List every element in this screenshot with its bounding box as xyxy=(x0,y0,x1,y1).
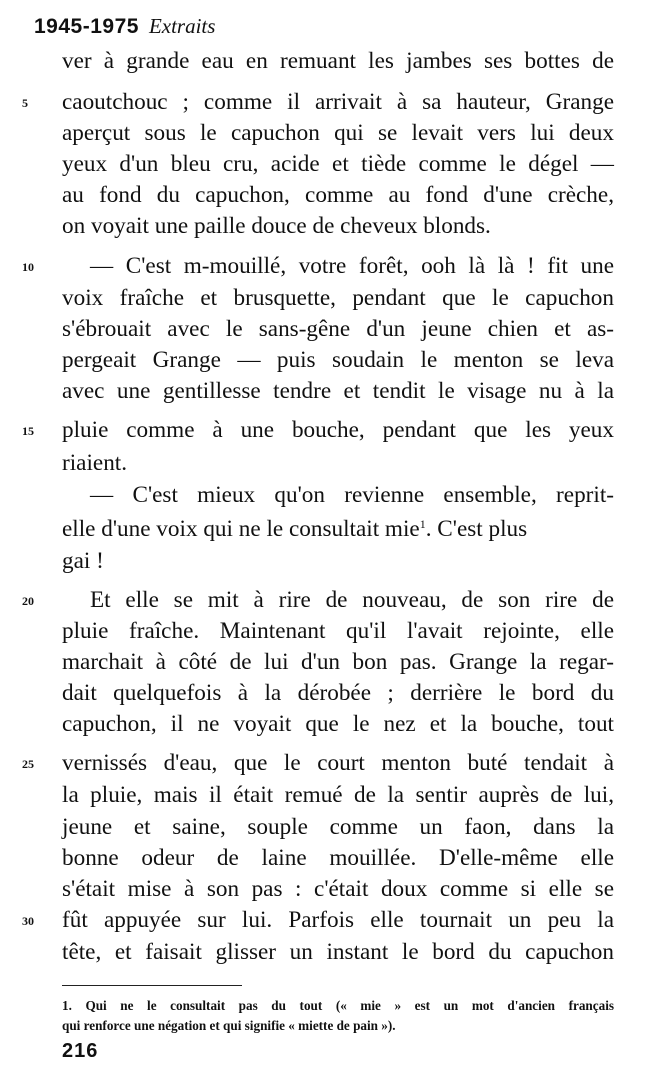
text-line: capuchon, il ne voyait que le nez et la bouche, tout xyxy=(62,711,614,737)
header-section-title: Extraits xyxy=(148,14,216,38)
line-number: 25 xyxy=(22,757,34,771)
text-line: on voyait une paille douce de cheveux blonds. xyxy=(62,213,491,239)
footnote-line: qui renforce une négation et qui signifie « miette de pain »). xyxy=(62,1018,396,1033)
text-line: ver à grande eau en remuant les jambes ses bottes de xyxy=(62,48,614,74)
text-line-start: elle d'une voix qui ne le consultait mie xyxy=(62,516,420,542)
text-line: bonne odeur de laine mouillée. D'elle-même elle xyxy=(62,845,614,871)
text-line: marchait à côté de lui d'un bon pas. Grange la regar- xyxy=(62,649,614,675)
text-line: yeux d'un bleu cru, acide et tiède comme le dégel — xyxy=(62,151,614,177)
text-line: pluie fraîche. Maintenant qu'il l'avait rejointe, elle xyxy=(62,618,614,644)
running-header xyxy=(34,14,215,39)
text-line: — C'est mieux qu'on revienne ensemble, reprit- xyxy=(90,482,614,508)
text-line: pluie comme à une bouche, pendant que les yeux xyxy=(62,417,614,443)
text-line: la pluie, mais il était remué de la sentir auprès de lui, xyxy=(62,782,614,808)
text-line: fût appuyée sur lui. Parfois elle tournait un peu la xyxy=(62,907,614,933)
line-number: 30 xyxy=(22,914,34,928)
text-line: au fond du capuchon, comme au fond d'une crèche, xyxy=(62,182,614,208)
text-line: s'était mise à son pas : c'était doux comme si elle se xyxy=(62,876,614,902)
text-line: avec une gentillesse tendre et tendit le visage nu à la xyxy=(62,378,614,404)
text-line xyxy=(62,512,614,546)
line-number: 20 xyxy=(22,594,34,608)
text-line: vernissés d'eau, que le court menton buté tendait à xyxy=(62,750,614,776)
text-line: riaient. xyxy=(62,450,128,476)
text-line: jeune et saine, souple comme un faon, dans la xyxy=(62,814,614,840)
text-line: voix fraîche et brusquette, pendant que le capuchon xyxy=(62,285,614,311)
text-line: caoutchouc ; comme il arrivait à sa hauteur, Grange xyxy=(62,89,614,115)
text-line: — C'est m-mouillé, votre forêt, ooh là là ! fit une xyxy=(90,253,614,279)
header-years: 1945-1975 xyxy=(34,15,139,38)
footnote-reference: 1 xyxy=(419,517,426,531)
text-line-end: . C'est plus xyxy=(425,516,528,542)
text-line: aperçut sous le capuchon qui se levait vers lui deux xyxy=(62,120,614,146)
footnote-divider xyxy=(62,985,242,986)
text-line: Et elle se mit à rire de nouveau, de son rire de xyxy=(90,587,614,613)
text-line: gai ! xyxy=(62,548,104,574)
text-line: tête, et faisait glisser un instant le bord du capuchon xyxy=(62,939,614,965)
line-number: 5 xyxy=(22,96,28,110)
footnote-line: 1. Qui ne le consultait pas du tout (« mie » est un mot d'ancien français xyxy=(62,998,614,1013)
line-number: 10 xyxy=(22,260,34,274)
page-number: 216 xyxy=(62,1040,99,1062)
line-number: 15 xyxy=(22,424,34,438)
text-line: dait quelquefois à la dérobée ; derrière le bord du xyxy=(62,680,614,706)
text-line: pergeait Grange — puis soudain le menton se leva xyxy=(62,347,614,373)
text-line: s'ébrouait avec le sans-gêne d'un jeune chien et as- xyxy=(62,316,614,342)
